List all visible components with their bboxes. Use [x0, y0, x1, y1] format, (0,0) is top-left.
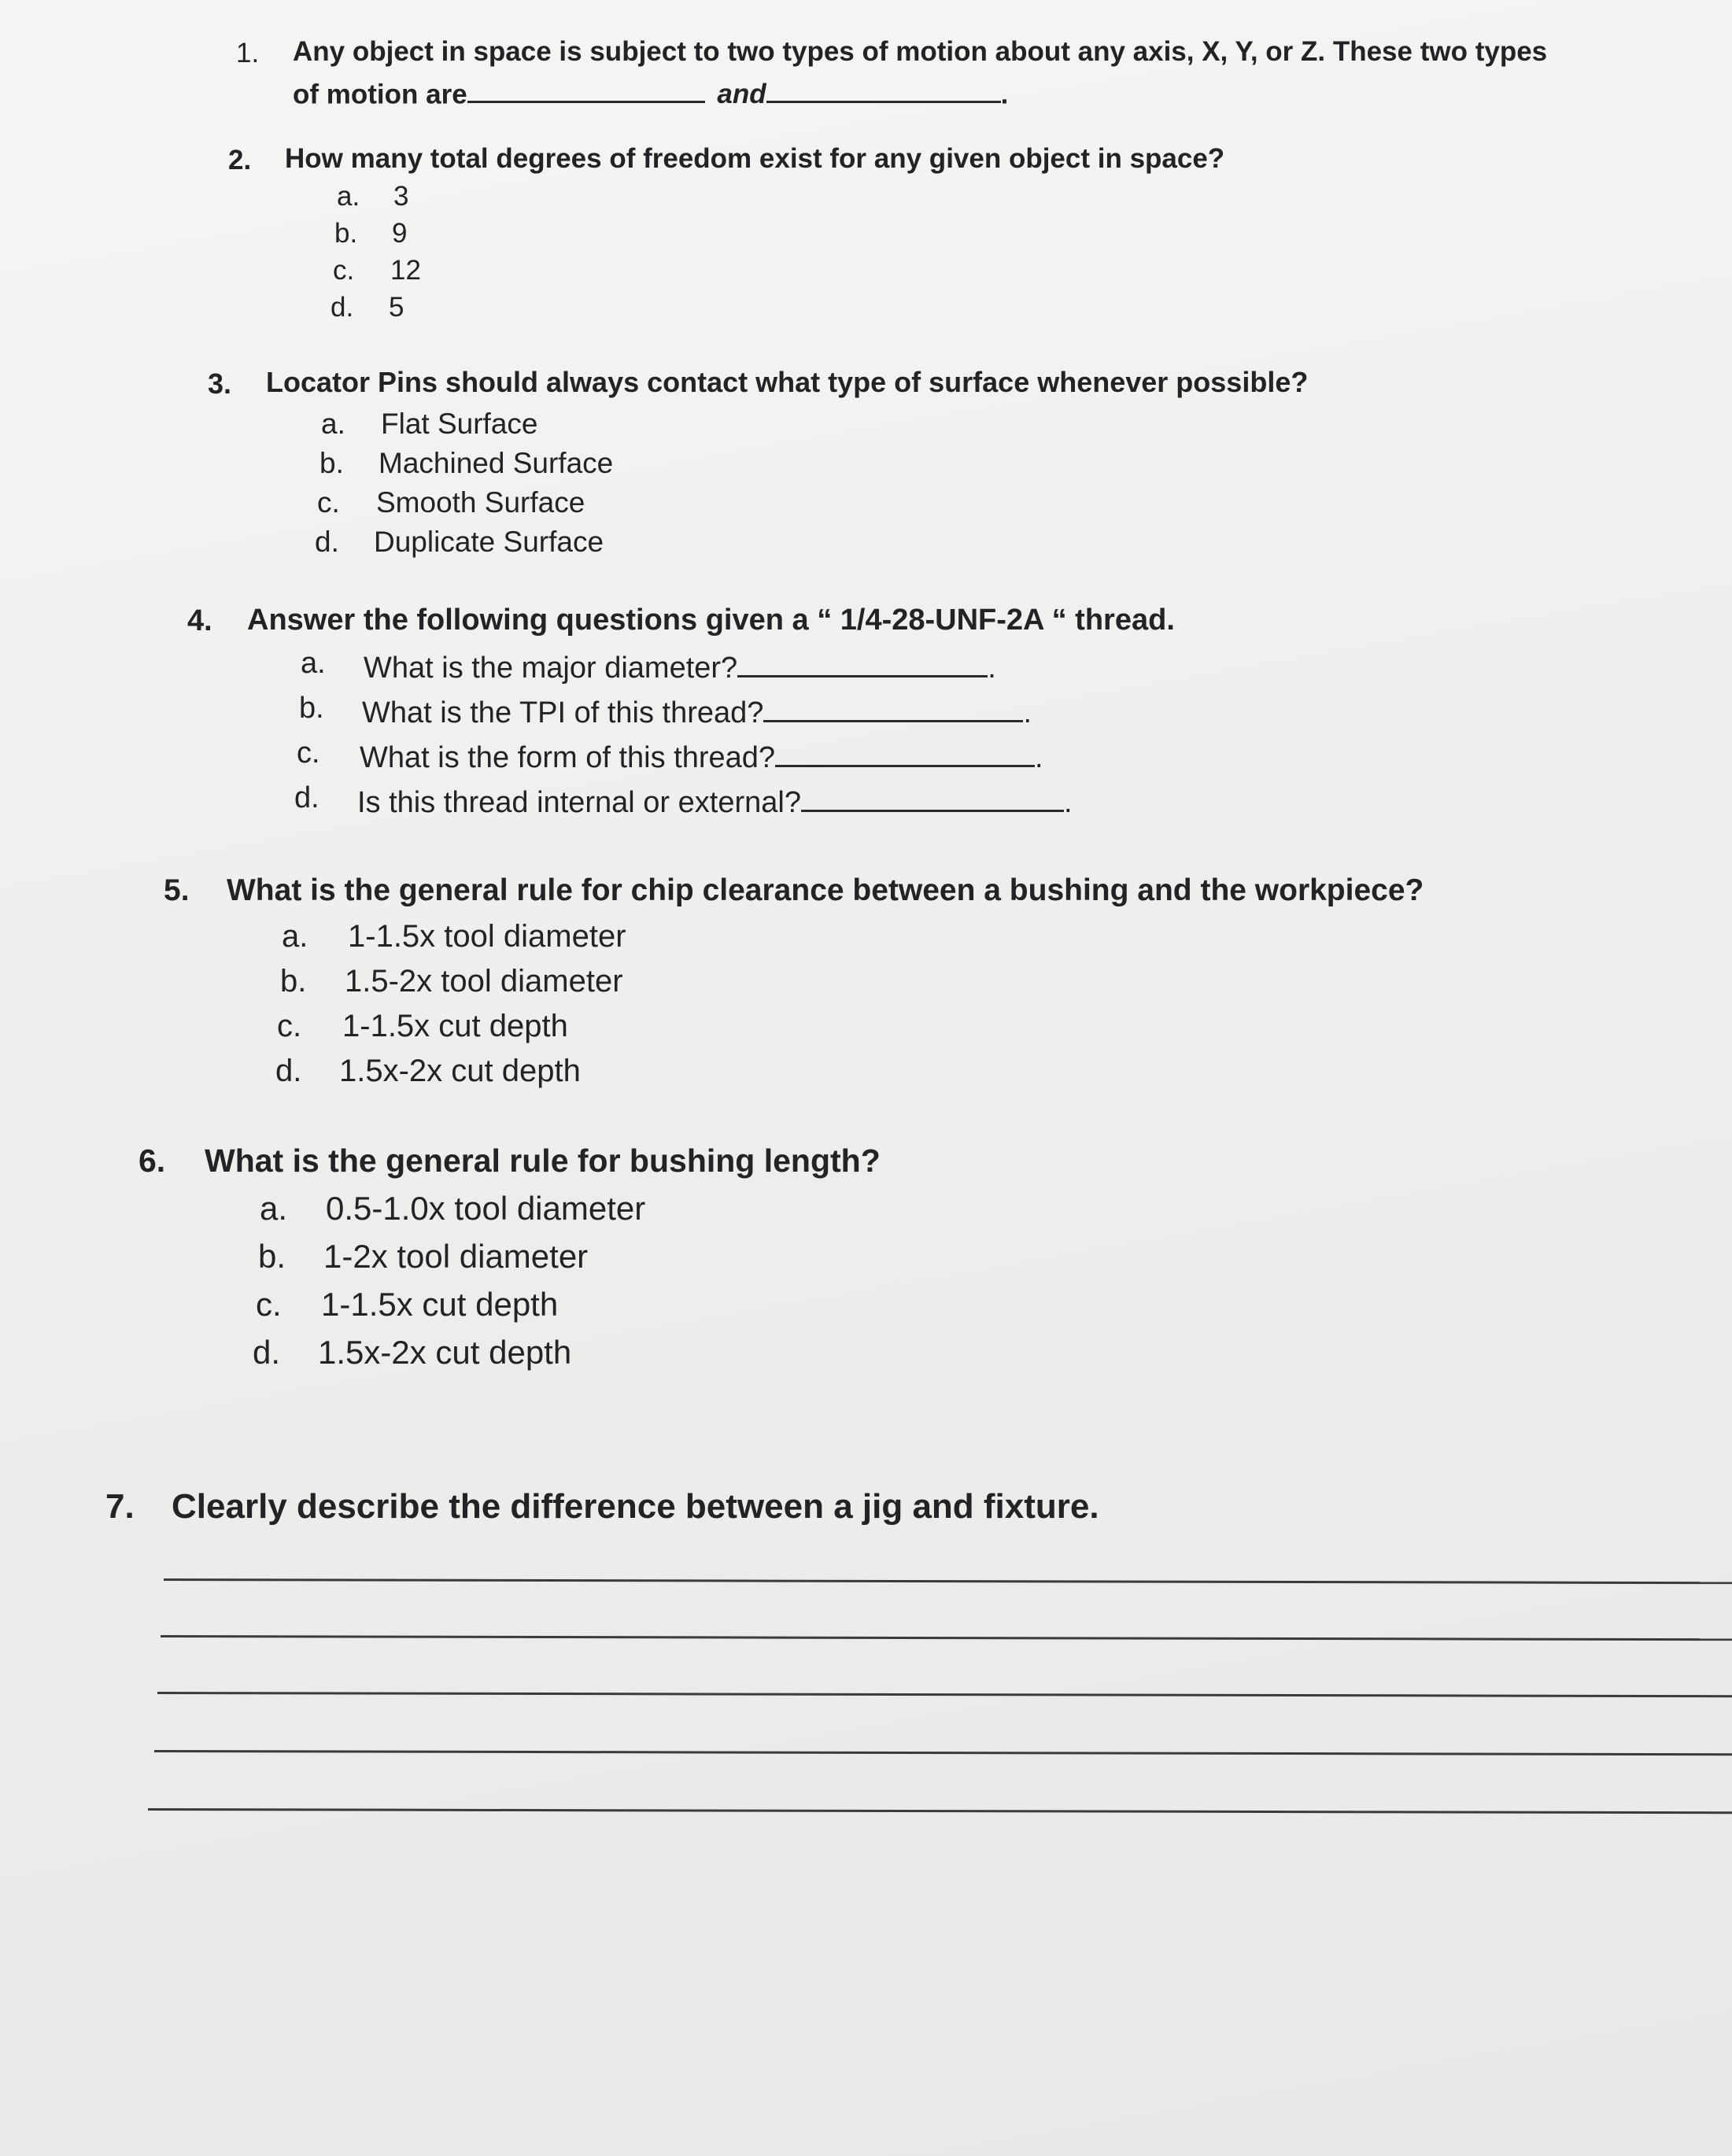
question-text-continued — [293, 75, 1008, 110]
question-text: What is the general rule for chip clearance between a bushing and the workpiece? — [227, 873, 1424, 907]
option-letter-b: b. — [334, 218, 358, 249]
option-text-c[interactable]: 1-1.5x cut depth — [342, 1009, 568, 1043]
end-punct: . — [988, 652, 996, 685]
answer-blank[interactable] — [775, 737, 1035, 767]
question-text: What is the general rule for bushing length? — [205, 1143, 881, 1179]
sub-letter-c: c. — [297, 737, 320, 770]
subquestion-c — [360, 737, 1043, 775]
option-letter-b: b. — [319, 447, 344, 479]
option-letter-b: b. — [258, 1238, 286, 1275]
option-text-b[interactable]: 1-2x tool diameter — [323, 1238, 589, 1275]
subquestion-d — [357, 781, 1073, 820]
option-text-c[interactable]: 1-1.5x cut depth — [321, 1286, 559, 1323]
answer-blank[interactable] — [763, 692, 1023, 722]
answer-blank-1[interactable] — [467, 75, 705, 103]
question-text: How many total degrees of freedom exist for any given object in space? — [285, 143, 1225, 174]
sub-letter-a: a. — [301, 647, 326, 680]
question-number: 4. — [187, 604, 212, 637]
option-text-a[interactable]: 3 — [393, 181, 409, 212]
option-letter-c: c. — [317, 486, 340, 519]
question-number: 6. — [138, 1143, 166, 1179]
option-letter-d: d. — [275, 1054, 302, 1088]
subquestion-b — [362, 692, 1032, 730]
answer-line-3[interactable] — [157, 1692, 1732, 1697]
option-text-a[interactable]: 1-1.5x tool diameter — [348, 919, 626, 954]
option-text-b[interactable]: 9 — [392, 218, 408, 249]
option-text-c[interactable]: 12 — [390, 255, 421, 286]
question-text: Locator Pins should always contact what type of surface whenever possible? — [266, 366, 1309, 398]
end-punct: . — [1000, 79, 1009, 110]
option-text-a[interactable]: Flat Surface — [381, 408, 538, 440]
answer-line-4[interactable] — [154, 1750, 1732, 1755]
question-text: Clearly describe the difference between a jig and fixture. — [172, 1487, 1099, 1526]
option-text-d[interactable]: 5 — [389, 292, 404, 323]
and-label: and — [717, 79, 766, 110]
question-text: Any object in space is subject to two types of motion about any axis, X, Y, or Z. These two types — [293, 36, 1548, 67]
option-letter-d: d. — [253, 1334, 281, 1371]
option-letter-a: a. — [337, 181, 360, 212]
option-letter-a: a. — [321, 408, 345, 440]
subquestion-text: What is the TPI of this thread? — [362, 696, 764, 730]
option-letter-d: d. — [315, 526, 339, 558]
option-text-a[interactable]: 0.5-1.0x tool diameter — [326, 1190, 646, 1227]
question-number: 1. — [236, 38, 260, 68]
sub-letter-b: b. — [299, 692, 324, 725]
answer-blank[interactable] — [737, 647, 988, 677]
subquestion-a — [364, 647, 996, 685]
answer-blank-2[interactable] — [766, 75, 1001, 103]
answer-line-2[interactable] — [161, 1635, 1732, 1641]
option-text-d[interactable]: 1.5x-2x cut depth — [339, 1054, 581, 1088]
question-number: 2. — [228, 145, 252, 175]
answer-line-5[interactable] — [148, 1808, 1732, 1814]
subquestion-text: What is the form of this thread? — [360, 741, 776, 775]
answer-line-1[interactable] — [164, 1578, 1732, 1584]
sub-letter-d: d. — [294, 781, 319, 814]
option-text-d[interactable]: 1.5x-2x cut depth — [318, 1334, 572, 1371]
question-text-prefix: of motion are — [293, 79, 467, 110]
option-letter-b: b. — [280, 964, 307, 999]
option-letter-a: a. — [282, 919, 308, 954]
question-text: Answer the following questions given a “ 1/4-28-UNF-2A “ thread. — [247, 604, 1175, 637]
answer-blank[interactable] — [801, 781, 1064, 812]
option-letter-c: c. — [277, 1009, 302, 1043]
question-number: 5. — [164, 873, 190, 907]
end-punct: . — [1063, 786, 1073, 820]
end-punct: . — [1023, 696, 1032, 730]
option-text-d[interactable]: Duplicate Surface — [374, 526, 604, 558]
option-text-b[interactable]: 1.5-2x tool diameter — [345, 964, 623, 999]
end-punct: . — [1035, 741, 1043, 775]
subquestion-text: Is this thread internal or external? — [357, 786, 801, 820]
question-number: 3. — [208, 367, 232, 400]
question-number: 7. — [105, 1487, 135, 1526]
subquestion-text: What is the major diameter? — [364, 652, 738, 685]
option-letter-d: d. — [331, 292, 354, 323]
option-text-b[interactable]: Machined Surface — [379, 447, 614, 479]
option-letter-c: c. — [333, 255, 355, 286]
option-letter-c: c. — [256, 1286, 282, 1323]
option-letter-a: a. — [260, 1190, 288, 1227]
option-text-c[interactable]: Smooth Surface — [376, 486, 585, 519]
